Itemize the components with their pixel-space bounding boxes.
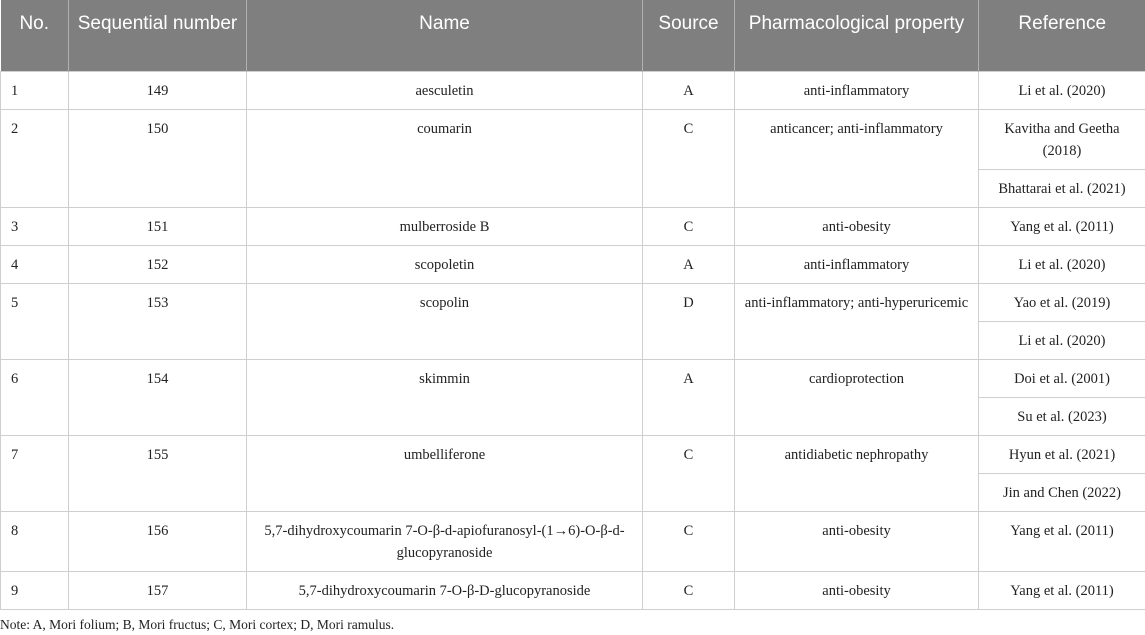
cell-reference: Yang et al. (2011) bbox=[979, 571, 1145, 609]
cell-no: 6 bbox=[1, 359, 69, 435]
cell-name: coumarin bbox=[247, 109, 643, 207]
cell-reference: Li et al. (2020) bbox=[979, 321, 1145, 359]
cell-name: aesculetin bbox=[247, 71, 643, 109]
cell-no: 9 bbox=[1, 571, 69, 609]
cell-sequential-number: 152 bbox=[69, 245, 247, 283]
cell-no: 2 bbox=[1, 109, 69, 207]
cell-sequential-number: 156 bbox=[69, 511, 247, 571]
cell-no: 3 bbox=[1, 207, 69, 245]
cell-source: C bbox=[643, 571, 735, 609]
cell-pharmacological-property: anti-inflammatory; anti-hyperuricemic bbox=[735, 283, 979, 359]
cell-reference: Kavitha and Geetha (2018) bbox=[979, 109, 1145, 169]
cell-sequential-number: 153 bbox=[69, 283, 247, 359]
header-name: Name bbox=[247, 0, 643, 71]
cell-sequential-number: 151 bbox=[69, 207, 247, 245]
cell-reference: Yang et al. (2011) bbox=[979, 511, 1145, 571]
cell-reference: Hyun et al. (2021) bbox=[979, 435, 1145, 473]
cell-source: C bbox=[643, 207, 735, 245]
cell-no: 1 bbox=[1, 71, 69, 109]
cell-reference: Li et al. (2020) bbox=[979, 245, 1145, 283]
cell-no: 4 bbox=[1, 245, 69, 283]
cell-source: C bbox=[643, 511, 735, 571]
cell-sequential-number: 150 bbox=[69, 109, 247, 207]
cell-reference: Yao et al. (2019) bbox=[979, 283, 1145, 321]
table-row bbox=[1, 283, 1145, 321]
table-row bbox=[1, 207, 1145, 245]
cell-name: umbelliferone bbox=[247, 435, 643, 511]
table-row bbox=[1, 571, 1145, 609]
cell-sequential-number: 155 bbox=[69, 435, 247, 511]
cell-no: 7 bbox=[1, 435, 69, 511]
cell-name: 5,7-dihydroxycoumarin 7-O-β-D-glucopyranoside bbox=[247, 571, 643, 609]
cell-pharmacological-property: anti-obesity bbox=[735, 571, 979, 609]
cell-reference: Li et al. (2020) bbox=[979, 71, 1145, 109]
cell-name: mulberroside B bbox=[247, 207, 643, 245]
cell-reference: Yang et al. (2011) bbox=[979, 207, 1145, 245]
cell-name: skimmin bbox=[247, 359, 643, 435]
table-note: Note: A, Mori folium; B, Mori fructus; C, Mori cortex; D, Mori ramulus. bbox=[0, 617, 395, 632]
cell-pharmacological-property: anti-inflammatory bbox=[735, 71, 979, 109]
cell-source: C bbox=[643, 109, 735, 207]
header-row bbox=[1, 0, 1145, 71]
cell-name: 5,7-dihydroxycoumarin 7-O-β-d-apiofuranosyl-(1→6)-O-β-d-glucopyranoside bbox=[247, 511, 643, 571]
cell-source: A bbox=[643, 359, 735, 435]
table-row bbox=[1, 109, 1145, 169]
cell-pharmacological-property: anticancer; anti-inflammatory bbox=[735, 109, 979, 207]
header-reference: Reference bbox=[979, 0, 1145, 71]
cell-source: D bbox=[643, 283, 735, 359]
cell-pharmacological-property: anti-obesity bbox=[735, 511, 979, 571]
header-source: Source bbox=[643, 0, 735, 71]
cell-reference: Doi et al. (2001) bbox=[979, 359, 1145, 397]
table-row bbox=[1, 359, 1145, 397]
cell-pharmacological-property: cardioprotection bbox=[735, 359, 979, 435]
cell-sequential-number: 154 bbox=[69, 359, 247, 435]
cell-reference: Su et al. (2023) bbox=[979, 397, 1145, 435]
table-row bbox=[1, 511, 1145, 571]
cell-source: A bbox=[643, 71, 735, 109]
header-no: No. bbox=[1, 0, 69, 71]
cell-no: 8 bbox=[1, 511, 69, 571]
cell-name: scopolin bbox=[247, 283, 643, 359]
cell-pharmacological-property: anti-obesity bbox=[735, 207, 979, 245]
cell-source: A bbox=[643, 245, 735, 283]
cell-sequential-number: 157 bbox=[69, 571, 247, 609]
cell-sequential-number: 149 bbox=[69, 71, 247, 109]
table-row bbox=[1, 245, 1145, 283]
cell-name: scopoletin bbox=[247, 245, 643, 283]
cell-no: 5 bbox=[1, 283, 69, 359]
header-sequential-number: Sequential number bbox=[69, 0, 247, 71]
table-row bbox=[1, 435, 1145, 473]
header-pharmacological-property: Pharmacological property bbox=[735, 0, 979, 71]
cell-pharmacological-property: anti-inflammatory bbox=[735, 245, 979, 283]
cell-source: C bbox=[643, 435, 735, 511]
cell-reference: Jin and Chen (2022) bbox=[979, 473, 1145, 511]
table-row bbox=[1, 71, 1145, 109]
cell-pharmacological-property: antidiabetic nephropathy bbox=[735, 435, 979, 511]
cell-reference: Bhattarai et al. (2021) bbox=[979, 169, 1145, 207]
